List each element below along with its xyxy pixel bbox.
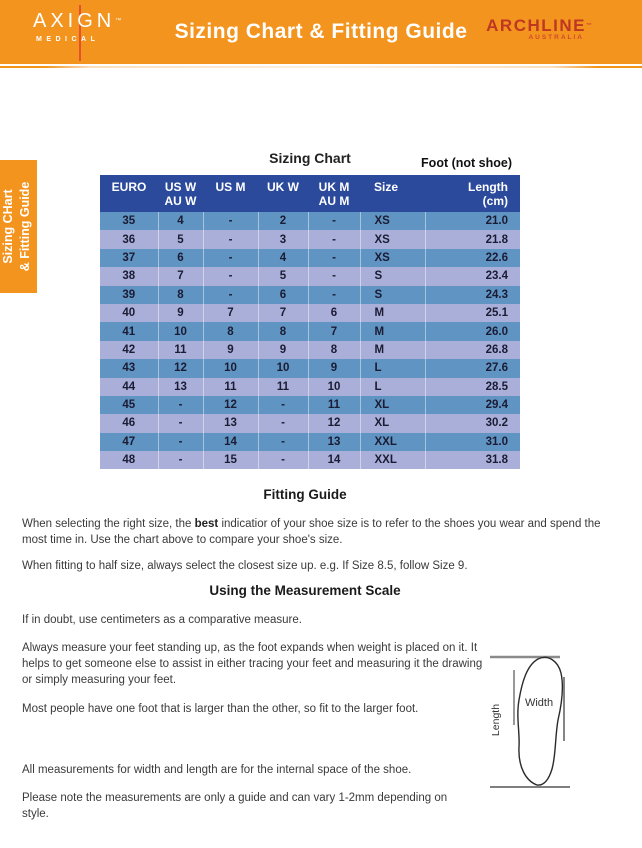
table-row [100,304,520,322]
table-cell: 10 [258,359,308,377]
table-cell: 8 [203,322,258,340]
sizing-table-header [100,175,520,212]
col-sublabel: AU W [164,194,197,208]
header-row [100,175,520,212]
archline-brand-name [486,17,592,35]
col-us-w [158,175,203,212]
table-cell: 24.3 [425,286,520,304]
table-cell: 9 [308,359,360,377]
table-cell: 25.1 [425,304,520,322]
table-cell: - [258,433,308,451]
table-cell: 27.6 [425,359,520,377]
page-title: Sizing Chart & Fitting Guide [174,20,468,43]
table-cell: S [360,286,425,304]
table-cell: 6 [308,304,360,322]
width-label: Width [524,697,554,709]
table-cell: 7 [308,322,360,340]
col-uk-w [258,175,308,212]
table-row [100,378,520,396]
table-cell: 42 [100,341,158,359]
table-cell: L [360,359,425,377]
table-cell: 44 [100,378,158,396]
col-label: Length [468,180,508,194]
table-cell: XS [360,249,425,267]
foot-outline [518,657,563,785]
table-cell: 13 [158,378,203,396]
table-cell: 2 [258,212,308,230]
table-cell: - [258,451,308,469]
table-row [100,359,520,377]
table-cell: XXL [360,451,425,469]
table-cell: - [203,267,258,285]
fitting-guide-heading: Fitting Guide [263,487,347,502]
table-cell: 4 [258,249,308,267]
table-cell: 10 [203,359,258,377]
table-row [100,414,520,432]
table-cell: 5 [158,230,203,248]
table-cell: 8 [308,341,360,359]
table-cell: 6 [158,249,203,267]
col-label: US M [215,180,246,194]
header-banner [0,0,642,64]
side-tab-label [0,160,37,293]
axign-brand-name [33,9,123,33]
foot-not-shoe-note: Foot (not shoe) [421,156,512,170]
table-cell: XS [360,212,425,230]
table-cell: 41 [100,322,158,340]
table-cell: 35 [100,212,158,230]
table-cell: 10 [158,322,203,340]
table-cell: 30.2 [425,414,520,432]
paragraph-bold-text: best [194,518,219,530]
table-cell: 46 [100,414,158,432]
measurement-paragraph-2: Always measure your feet standing up, as the foot expands when weight is placed on it. It helps to get someone else to assist in either tracing your feet and measuring it the drawing or simply measuring your feet. [22,642,483,686]
table-cell: M [360,322,425,340]
table-cell: 11 [308,396,360,414]
table-cell: 11 [203,378,258,396]
col-uk-m [308,175,360,212]
table-cell: 48 [100,451,158,469]
table-row [100,341,520,359]
table-cell: 11 [258,378,308,396]
table-cell: 39 [100,286,158,304]
table-cell: 45 [100,396,158,414]
col-label: EURO [111,180,147,194]
col-size [360,175,425,212]
table-cell: - [258,396,308,414]
axign-brand-text: AXIGN [33,10,116,32]
banner-divider [0,66,642,68]
col-length [425,175,520,212]
table-cell: 12 [308,414,360,432]
fitting-guide-paragraph-1 [22,516,627,548]
table-cell: - [158,451,203,469]
table-cell: 31.0 [425,433,520,451]
table-cell: - [203,212,258,230]
table-cell: 14 [308,451,360,469]
table-cell: S [360,267,425,285]
table-cell: - [258,414,308,432]
table-cell: 12 [203,396,258,414]
table-row [100,230,520,248]
col-euro [100,175,158,212]
table-cell: 40 [100,304,158,322]
axign-logo [33,9,123,43]
table-cell: XS [360,230,425,248]
table-cell: - [203,249,258,267]
archline-brand-text: ARCHLINE [486,16,586,35]
measurement-paragraph-3: Most people have one foot that is larger than the other, so fit to the larger foot. [22,703,419,715]
measurement-heading: Using the Measurement Scale [209,583,401,598]
sizing-chart-heading: Sizing Chart [269,150,351,166]
col-label: US W [164,180,197,194]
measurement-paragraph-5: Please note the measurements are only a guide and can vary 1-2mm depending on style. [22,792,448,820]
table-cell: - [308,212,360,230]
table-row [100,267,520,285]
table-cell: 14 [203,433,258,451]
table-cell: 7 [203,304,258,322]
col-us-m [203,175,258,212]
col-label: UK W [267,180,299,194]
table-cell: - [308,230,360,248]
col-sublabel: (cm) [482,194,508,208]
axign-tm-mark: ™ [115,18,122,24]
table-cell: 7 [258,304,308,322]
table-row [100,433,520,451]
table-cell: 8 [258,322,308,340]
table-row [100,396,520,414]
table-row [100,451,520,469]
table-cell: 43 [100,359,158,377]
table-cell: 26.8 [425,341,520,359]
table-cell: 22.6 [425,249,520,267]
col-label: UK M [318,180,350,194]
table-cell: 13 [308,433,360,451]
table-cell: XL [360,396,425,414]
table-cell: XL [360,414,425,432]
table-cell: M [360,304,425,322]
table-cell: 7 [158,267,203,285]
table-cell: L [360,378,425,396]
table-cell: 21.8 [425,230,520,248]
sizing-table-body [100,212,520,469]
table-cell: 5 [258,267,308,285]
table-cell: - [158,396,203,414]
col-label: Size [374,180,399,194]
table-cell: - [158,414,203,432]
table-row [100,286,520,304]
table-cell: 4 [158,212,203,230]
fitting-guide-paragraph-2: When fitting to half size, always select the closest size up. e.g. If Size 8.5, follow Size 9. [22,560,468,572]
table-cell: - [308,286,360,304]
col-sublabel: AU M [318,194,350,208]
table-cell: 28.5 [425,378,520,396]
table-cell: 8 [158,286,203,304]
foot-measurement-diagram [482,645,642,810]
table-cell: - [203,230,258,248]
table-cell: 9 [258,341,308,359]
side-tab [0,160,37,293]
side-tab-line1: Sizing CHart [1,189,15,264]
table-cell: - [308,267,360,285]
sizing-table [100,175,520,469]
table-row [100,249,520,267]
table-row [100,212,520,230]
table-cell: 23.4 [425,267,520,285]
table-cell: - [203,286,258,304]
archline-brand-sub: AUSTRALIA [528,34,584,41]
table-row [100,322,520,340]
table-cell: 47 [100,433,158,451]
table-cell: 6 [258,286,308,304]
table-cell: 3 [258,230,308,248]
measurement-paragraph-4: All measurements for width and length are for the internal space of the shoe. [22,764,412,776]
side-tab-line2: & Fitting Guide [18,181,32,272]
table-cell: 31.8 [425,451,520,469]
table-cell: - [308,249,360,267]
paragraph-text: indicatior of your shoe size is to refer to the shoes you wear and spend the most time in. Use the chart above to compare your shoe's size. [22,518,601,546]
table-cell: 12 [158,359,203,377]
table-cell: 26.0 [425,322,520,340]
paragraph-text: When selecting the right size, the [22,518,195,530]
table-cell: - [158,433,203,451]
table-cell: 9 [203,341,258,359]
archline-tm-mark: ™ [586,23,592,29]
table-cell: 29.4 [425,396,520,414]
table-cell: 36 [100,230,158,248]
measurement-paragraph-1: If in doubt, use centimeters as a comparative measure. [22,614,302,626]
length-label: Length [490,703,502,737]
table-cell: 10 [308,378,360,396]
table-cell: M [360,341,425,359]
archline-logo [486,17,592,41]
table-cell: 11 [158,341,203,359]
axign-brand-sub: MEDICAL [36,36,100,43]
table-cell: 9 [158,304,203,322]
table-cell: 13 [203,414,258,432]
table-cell: 37 [100,249,158,267]
table-cell: 21.0 [425,212,520,230]
table-cell: XXL [360,433,425,451]
table-cell: 15 [203,451,258,469]
table-cell: 38 [100,267,158,285]
